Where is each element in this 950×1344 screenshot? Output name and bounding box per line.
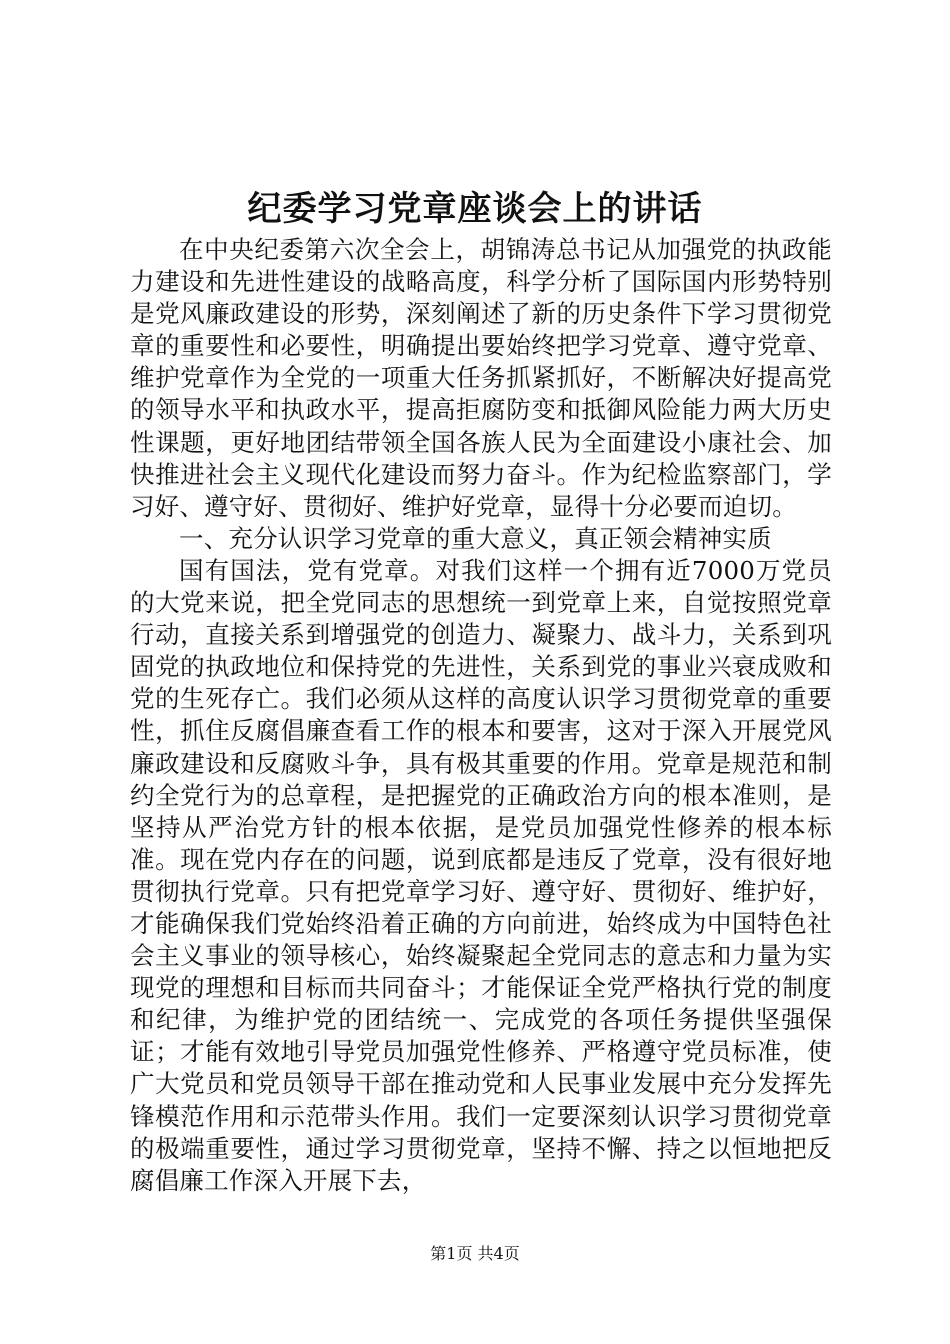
document-body	[130, 234, 832, 1197]
paragraph-intro: 在中央纪委第六次全会上，胡锦涛总书记从加强党的执政能力建设和先进性建设的战略高度，科学分析了国际国内形势特别是党风廉政建设的形势，深刻阐述了新的历史条件下学习贯彻党章的重要性和必要性，明确提出要始终把学习党章、遵守党章、维护党章作为全党的一项重大任务抓紧抓好，不断解决好提高党的领导水平和执政水平，提高拒腐防变和抵御风险能力两大历史性课题，更好地团结带领全国各族人民为全面建设小康社会、加快推进社会主义现代化建设而努力奋斗。作为纪检监察部门，学习好、遵守好、贯彻好、维护好党章，显得十分必要而迫切。	[130, 235, 832, 521]
page-footer: 第1页 共4页	[430, 1244, 520, 1263]
section-heading-1: 一、充分认识学习党章的重大意义，真正领会精神实质	[179, 523, 772, 553]
document-title: 纪委学习党章座谈会上的讲话	[247, 189, 703, 229]
paragraph-section-1: 国有国法，党有党章。对我们这样一个拥有近7000万党员的大党来说，把全党同志的思想统一到党章上来，自觉按照党章行动，直接关系到增强党的创造力、凝聚力、战斗力，关系到巩固党的执政地位和保持党的先进性，关系到党的事业兴衰成败和党的生死存亡。我们必须从这样的高度认识学习贯彻党章的重要性，抓住反腐倡廉查看工作的根本和要害，这对于深入开展党风廉政建设和反腐败斗争，具有极其重要的作用。党章是规范和制约全党行为的总章程，是把握党的正确政治方向的根本准则，是坚持从严治党方针的根本依据，是党员加强党性修养的根本标准。现在党内存在的问题，说到底都是违反了党章，没有很好地贯彻执行党章。只有把党章学习好、遵守好、贯彻好、维护好，才能确保我们党始终沿着正确的方向前进，始终成为中国特色社会主义事业的领导核心，始终凝聚起全党同志的意志和力量为实现党的理想和目标而共同奋斗；才能保证全党严格执行党的制度和纪律，为维护党的团结统一、完成党的各项任务提供坚强保证；才能有效地引导党员加强党性修养、严格遵守党员标准，使广大党员和党员领导干部在推动党和人民事业发展中充分发挥先锋模范作用和示范带头作用。我们一定要深刻认识学习贯彻党章的极端重要性，通过学习贯彻党章，坚持不懈、持之以恒地把反腐倡廉工作深入开展下去，	[130, 555, 832, 1195]
